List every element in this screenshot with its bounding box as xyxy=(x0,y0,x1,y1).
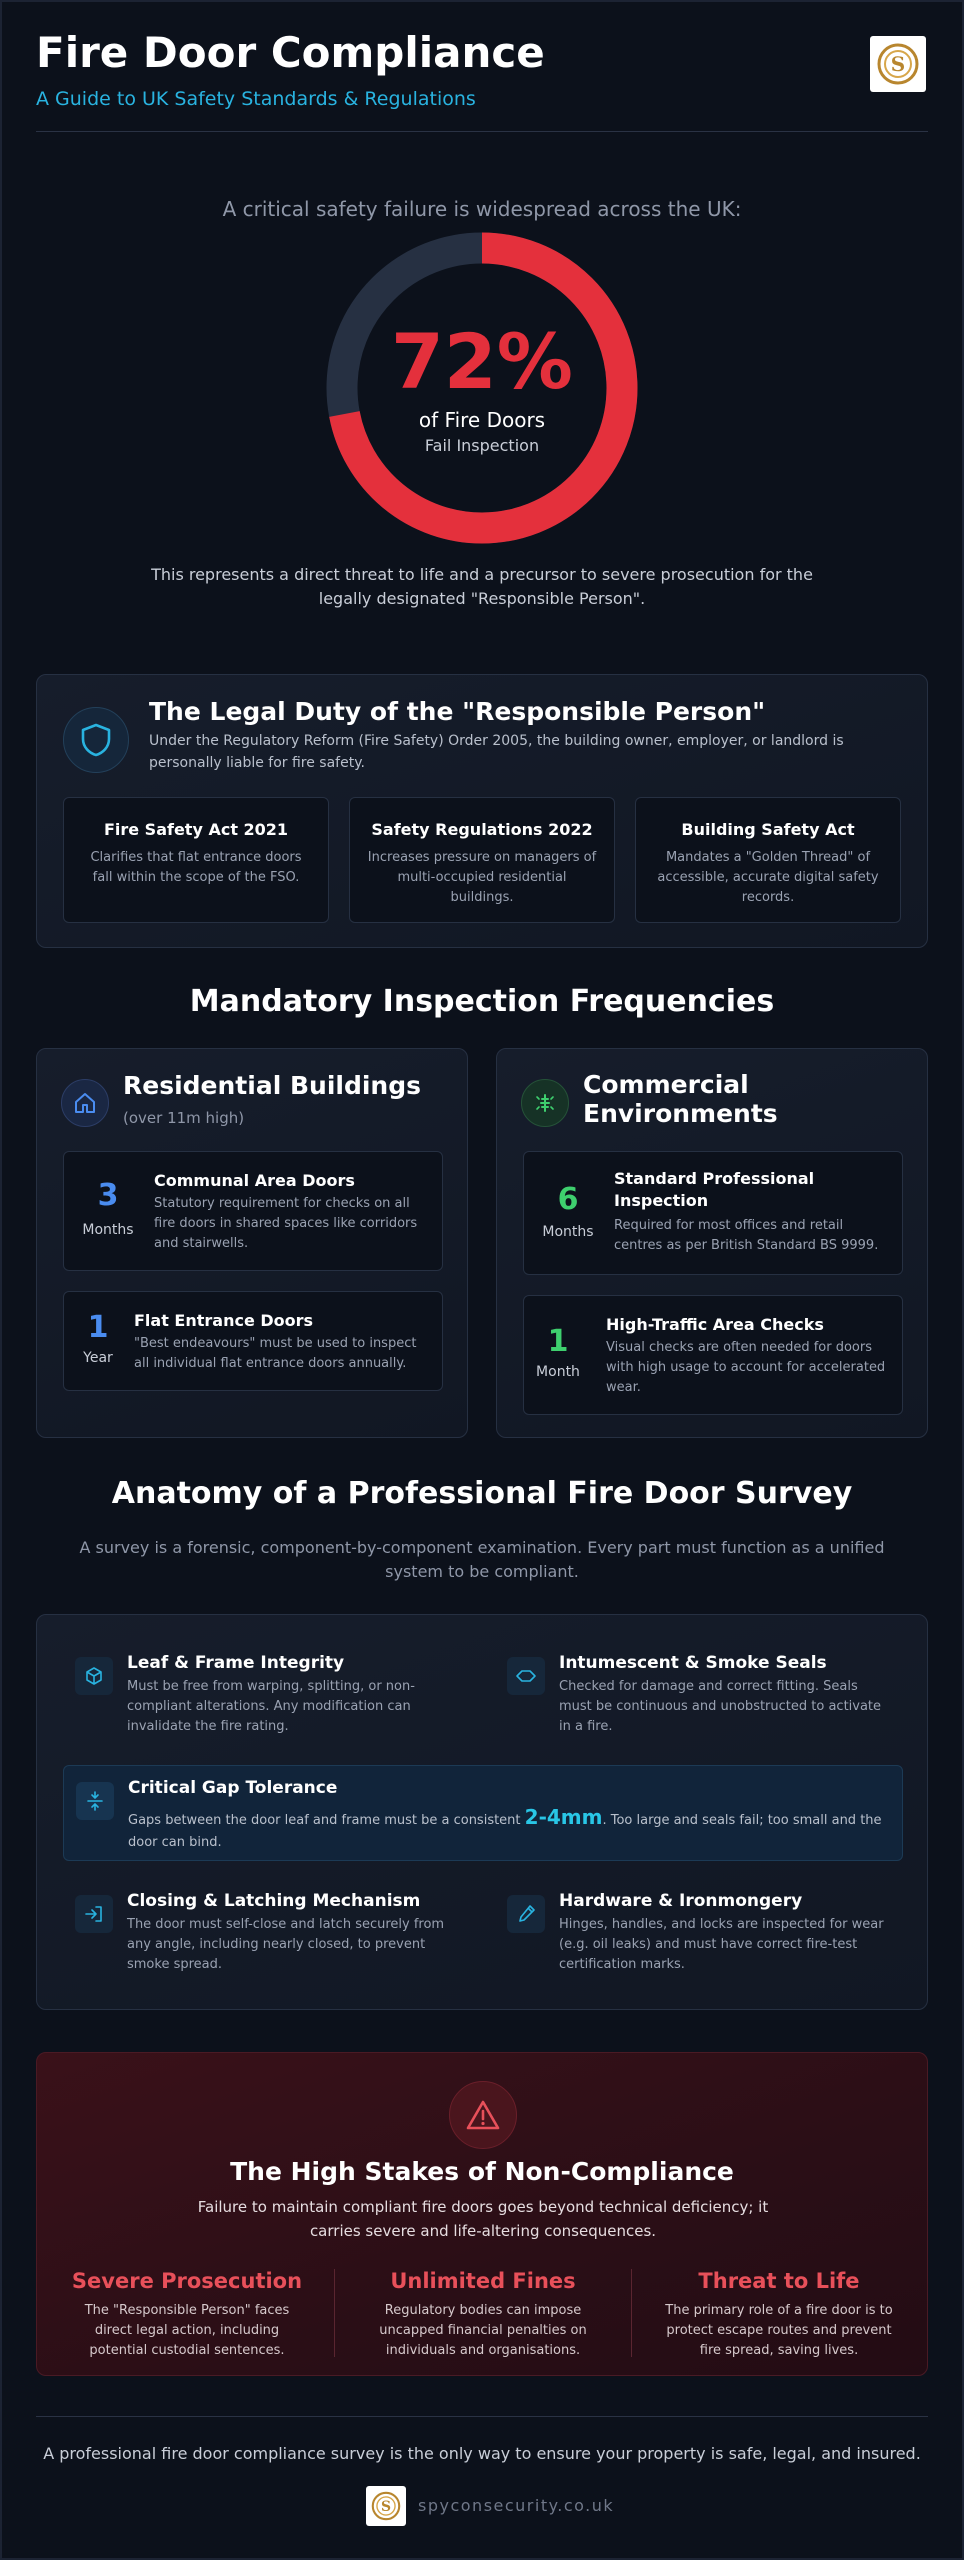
stakes-title: The High Stakes of Non-Compliance xyxy=(230,2157,734,2186)
act-text: Clarifies that flat entrance doors fall within the scope of the FSO. xyxy=(90,850,302,886)
cube-icon xyxy=(84,1666,104,1686)
risk-text: The primary role of a fire door is to protect escape routes and prevent fire spread, saving lives. xyxy=(665,2303,893,2359)
page-title: Fire Door Compliance xyxy=(36,28,545,77)
legal-duty-title: The Legal Duty of the "Responsible Person" xyxy=(149,697,766,726)
residential-card xyxy=(36,1048,468,1438)
frequency-number: 3 xyxy=(97,1178,119,1213)
home-badge xyxy=(61,1079,109,1127)
header xyxy=(36,30,928,110)
frequency-item xyxy=(63,1291,443,1391)
component-text: Hinges, handles, and locks are inspected for wear (e.g. oil leaks) and must have correct fire-test certification marks. xyxy=(559,1917,884,1973)
frequency-title-line2: Inspection xyxy=(614,1191,709,1211)
footer-text: A professional fire door compliance survey is the only way to ensure your property is safe, legal, and insured. xyxy=(43,2444,921,2463)
frequency-title xyxy=(614,1168,814,1213)
frequency-title: High-Traffic Area Checks xyxy=(606,1315,824,1334)
component-text: The door must self-close and latch securely from any angle, including nearly closed, to prevent smoke spread. xyxy=(127,1917,445,1973)
legal-duty-text: Under the Regulatory Reform (Fire Safety) Order 2005, the building owner, employer, or landlord is personally liable for fire safety. xyxy=(149,733,844,771)
risk-divider xyxy=(631,2269,632,2357)
risk-divider xyxy=(334,2269,335,2357)
frequency-item xyxy=(63,1151,443,1271)
svg-text:S: S xyxy=(380,2498,392,2515)
shield-badge xyxy=(63,707,129,773)
commercial-title xyxy=(583,1071,778,1129)
spy-consecurity-logo-icon xyxy=(370,2490,402,2522)
stat-description: This represents a direct threat to life and a precursor to severe prosecution for the legally designated "Responsible Person". xyxy=(151,565,813,608)
frequency-unit: Months xyxy=(542,1224,594,1240)
frequency-item xyxy=(523,1151,903,1275)
commercial-title-line1: Commercial xyxy=(583,1070,749,1099)
act-title: Safety Regulations 2022 xyxy=(371,820,593,839)
home-icon xyxy=(73,1091,97,1115)
frequency-title-line1: Standard Professional xyxy=(614,1169,815,1188)
frequency-unit: Months xyxy=(82,1222,134,1238)
component-text: Must be free from warping, splitting, or non-compliant alterations. Any modification can invalidate the fire rating. xyxy=(127,1679,415,1735)
logo xyxy=(870,36,926,92)
frequency-text: Required for most offices and retail centres as per British Standard BS 9999. xyxy=(614,1218,879,1254)
anatomy-intro: A survey is a forensic, component-by-component examination. Every part must function as a unified system to be compliant. xyxy=(79,1538,885,1581)
commercial-badge xyxy=(521,1079,569,1127)
page-subtitle: A Guide to UK Safety Standards & Regulations xyxy=(36,88,476,111)
frequency-unit: Month xyxy=(536,1364,580,1380)
commercial-title-line2: Environments xyxy=(583,1098,778,1128)
legal-duty-card xyxy=(36,674,928,948)
frequency-text: Statutory requirement for checks on all fire doors in shared spaces like corridors and stairwells. xyxy=(154,1196,418,1252)
risk-text: Regulatory bodies can impose uncapped financial penalties on individuals and organisations. xyxy=(379,2303,587,2359)
component-text: Checked for damage and correct fitting. Seals must be continuous and unobstructed to activate in a fire. xyxy=(559,1679,882,1735)
gap-text-after: . Too large and seals fail; too small and the door can bind. xyxy=(128,1813,882,1850)
residential-subtitle: (over 11m high) xyxy=(123,1109,245,1127)
residential-title: Residential Buildings xyxy=(123,1071,421,1100)
act-text: Mandates a "Golden Thread" of accessible, accurate digital safety records. xyxy=(657,850,879,906)
component-title: Critical Gap Tolerance xyxy=(128,1778,338,1798)
fail-label-1: of Fire Doors xyxy=(418,408,546,432)
act-text: Increases pressure on managers of multi-occupied residential buildings. xyxy=(367,850,597,906)
component-icon-box xyxy=(76,1782,114,1820)
anatomy-heading: Anatomy of a Professional Fire Door Survey xyxy=(111,1476,853,1511)
door-enter-icon xyxy=(84,1904,104,1924)
component-title: Hardware & Ironmongery xyxy=(559,1891,803,1911)
act-card xyxy=(349,797,615,923)
anatomy-card xyxy=(36,1614,928,2010)
component-icon-box xyxy=(507,1895,545,1933)
component-icon-box xyxy=(75,1657,113,1695)
gap-text-before: Gaps between the door leaf and frame must be a consistent xyxy=(128,1813,525,1828)
frequency-text: "Best endeavours" must be used to inspect all individual flat entrance doors annually. xyxy=(134,1336,417,1372)
frequency-text: Visual checks are often needed for doors with high usage to account for accelerated wear. xyxy=(606,1340,886,1396)
header-divider xyxy=(36,131,928,132)
warning-icon xyxy=(465,2099,501,2131)
spy-consecurity-logo-icon xyxy=(875,41,921,87)
component-icon-box xyxy=(75,1895,113,1933)
footer-divider xyxy=(36,2416,928,2417)
gap-tolerance-panel xyxy=(63,1765,903,1861)
wrench-icon xyxy=(516,1904,536,1924)
seal-icon xyxy=(515,1666,537,1686)
frequency-title: Flat Entrance Doors xyxy=(134,1311,314,1330)
act-title: Building Safety Act xyxy=(681,820,855,839)
shield-icon xyxy=(80,723,112,757)
component-title: Leaf & Frame Integrity xyxy=(127,1653,345,1673)
risk-column xyxy=(47,2263,327,2363)
act-title: Fire Safety Act 2021 xyxy=(103,820,289,839)
component-text xyxy=(128,1802,888,1853)
risk-text: The "Responsible Person" faces direct legal action, including potential custodial sentences. xyxy=(84,2303,290,2359)
footer-logo xyxy=(366,2486,406,2526)
frequency-number: 1 xyxy=(547,1324,569,1359)
fail-label-2: Fail Inspection xyxy=(424,436,540,455)
frequency-item xyxy=(523,1295,903,1415)
stakes-text: Failure to maintain compliant fire doors goes beyond technical deficiency; it carries severe and life-altering consequences. xyxy=(197,2198,769,2240)
frequencies-heading: Mandatory Inspection Frequencies xyxy=(189,984,775,1019)
gap-highlight: 2-4mm xyxy=(524,1805,603,1829)
frequency-unit: Year xyxy=(83,1350,113,1366)
component-title: Closing & Latching Mechanism xyxy=(127,1891,421,1911)
donut-center xyxy=(326,232,638,544)
risk-column xyxy=(343,2263,623,2363)
risk-column xyxy=(639,2263,919,2363)
footer-domain-link[interactable]: spyconsecurity.co.uk xyxy=(418,2496,615,2515)
risk-title: Threat to Life xyxy=(698,2269,860,2293)
component-title: Intumescent & Smoke Seals xyxy=(559,1653,827,1673)
commercial-icon xyxy=(533,1091,557,1115)
act-card xyxy=(63,797,329,923)
stat-lead: A critical safety failure is widespread across the UK: xyxy=(222,197,742,221)
fail-percentage: 72% xyxy=(391,317,573,406)
risk-title: Unlimited Fines xyxy=(390,2269,576,2293)
compress-icon xyxy=(85,1791,105,1811)
frequency-number: 1 xyxy=(87,1310,109,1345)
svg-text:S: S xyxy=(890,52,906,76)
frequency-number: 6 xyxy=(557,1182,579,1217)
warning-badge xyxy=(449,2081,517,2149)
act-card xyxy=(635,797,901,923)
commercial-card xyxy=(496,1048,928,1438)
stakes-card xyxy=(36,2052,928,2376)
risk-title: Severe Prosecution xyxy=(71,2269,303,2293)
frequency-title: Communal Area Doors xyxy=(154,1171,355,1190)
component-icon-box xyxy=(507,1657,545,1695)
